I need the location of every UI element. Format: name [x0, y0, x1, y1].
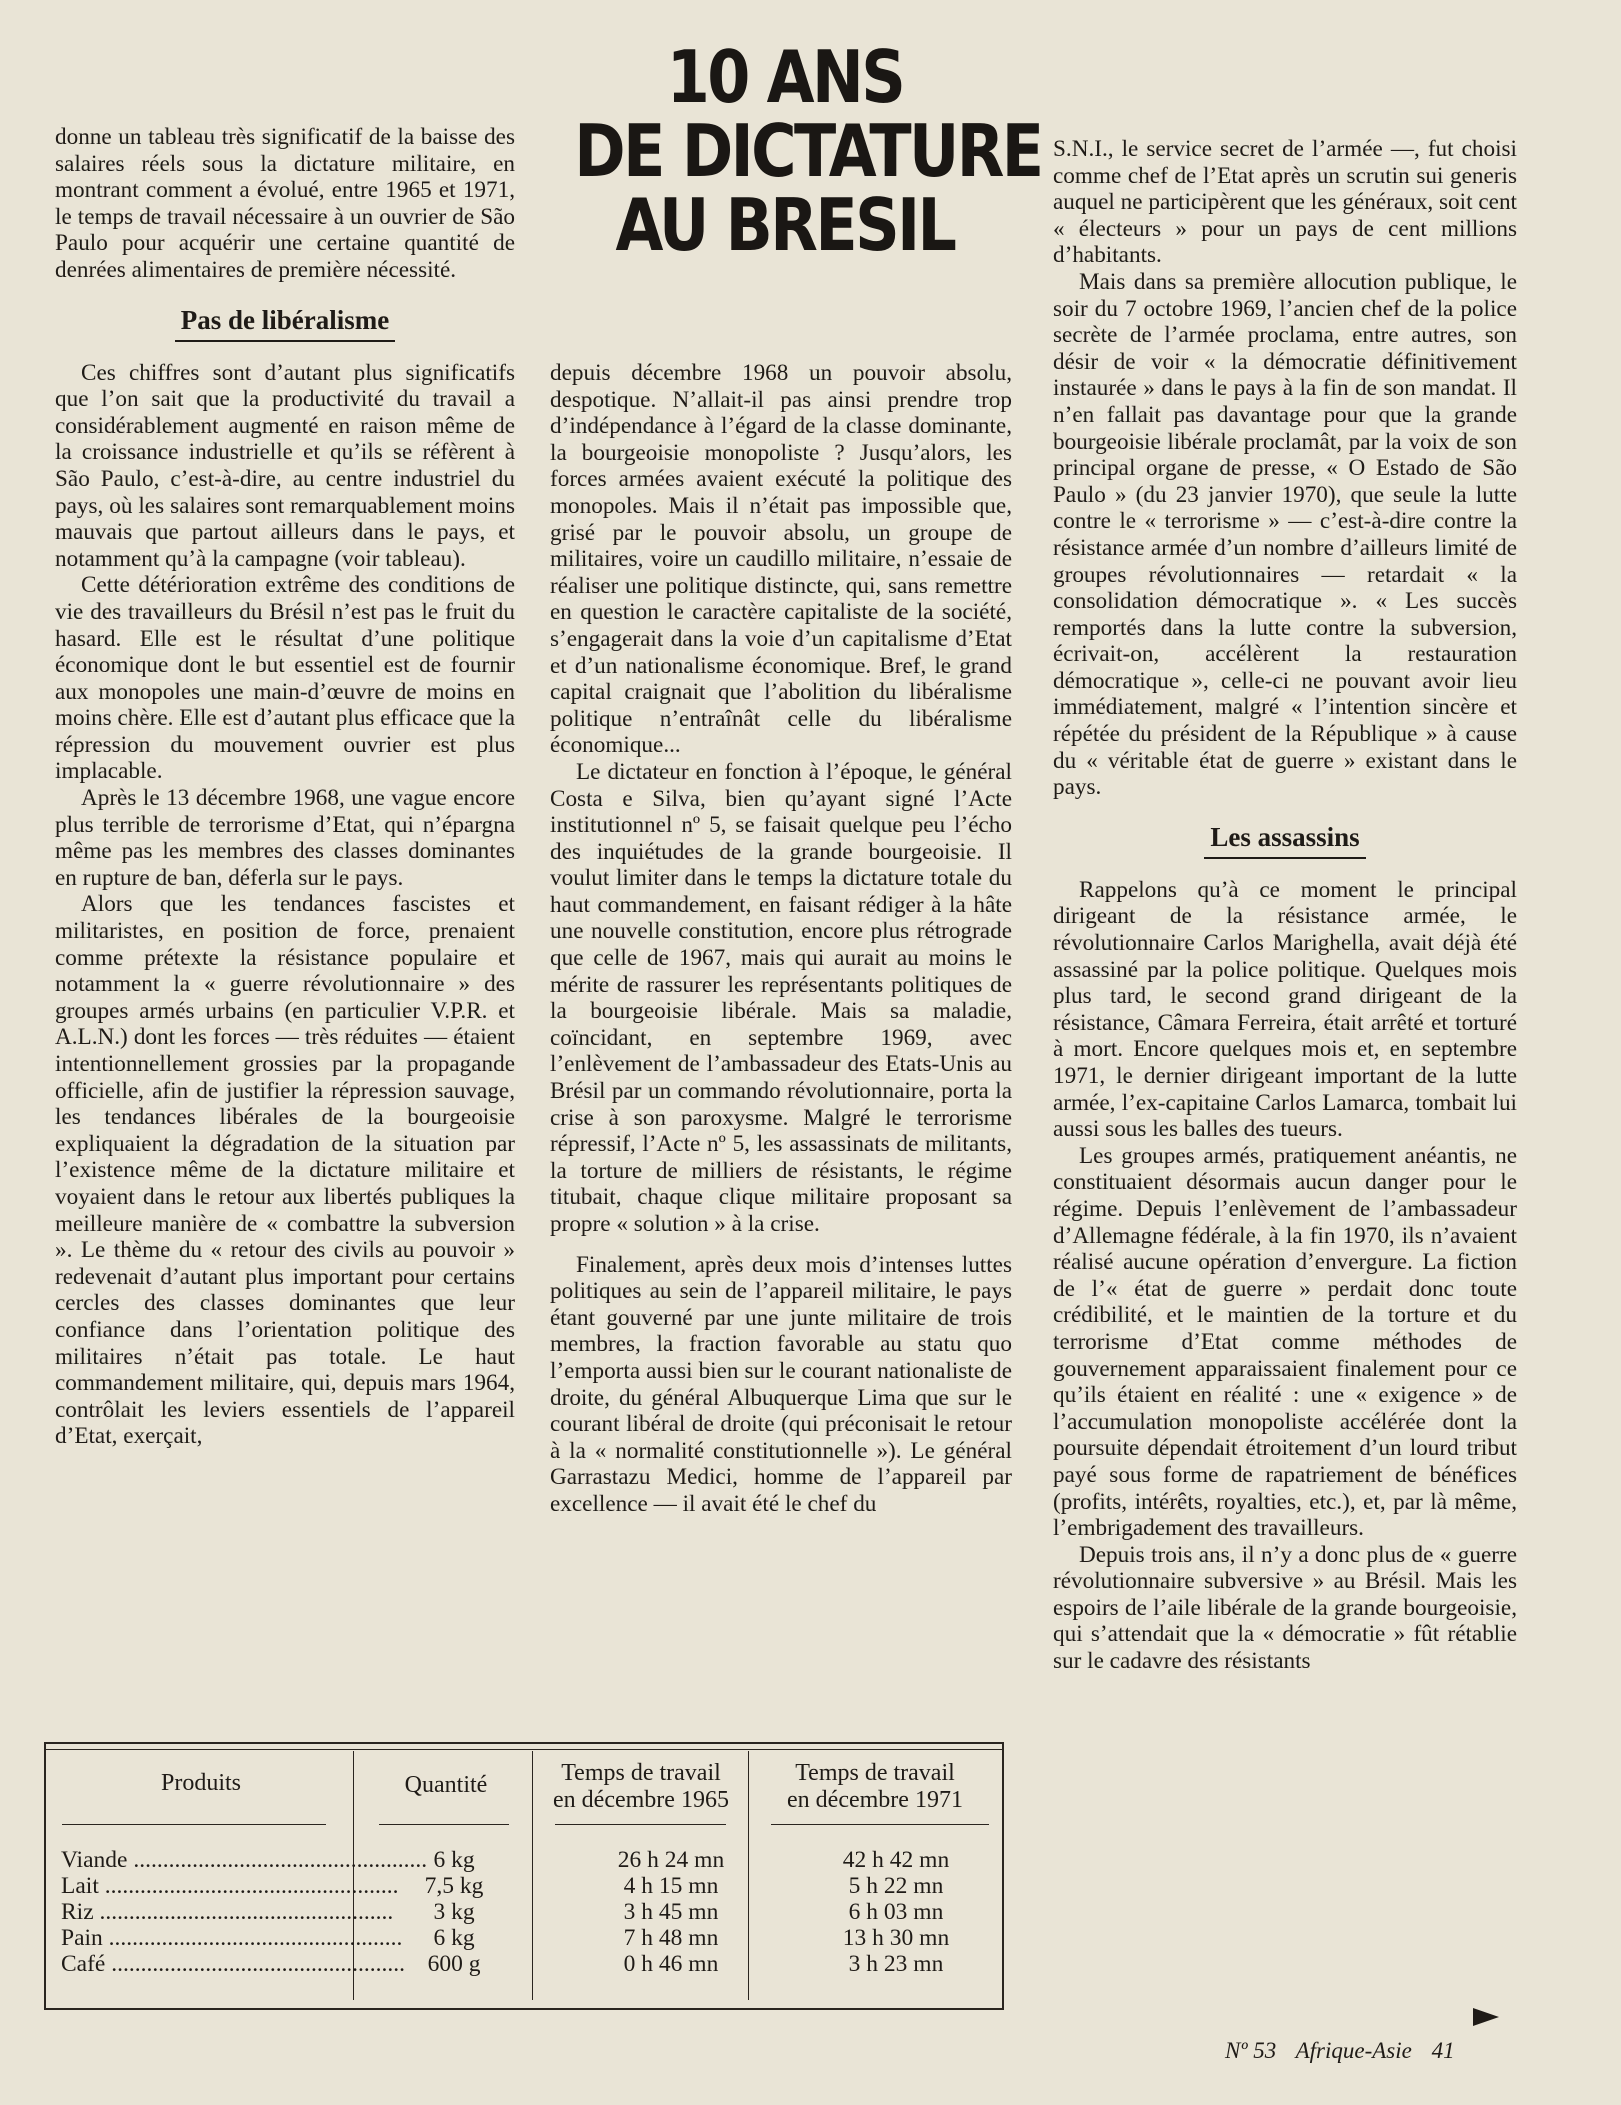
title-line-1: 10 ANS: [666, 35, 904, 119]
header-line: Temps de travail: [795, 1760, 955, 1786]
paragraph: Cette détérioration extrême des conditions de vie des travailleurs du Brésil n’est pas le fruit du hasard. Elle est le résultat d’une politique économique dont le but essentiel est de fournir aux monopoles une main-d’œuvre de moins en moins chère. Elle est d’autant plus efficace que la répression du mouvement ouvrier est plus implacable.: [55, 572, 515, 785]
header-rule: [62, 1824, 326, 1825]
paragraph: Alors que les tendances fascistes et militaristes, en position de force, prenaient comme prétexte la résistance populaire et notamment la « guerre révolutionnaire » des groupes armés urbains (en particulier V.P.R. et A.L.N.) dont les forces — très réduites — étaient intentionnellement grossies par la propagande officielle, afin de justifier la répression sauvage, les tendances libérales de la bourgeoisie expliquaient la dégradation de la situation par l’existence même de la dictature militaire et voyaient dans le retour aux libertés publiques la meilleure manière de « combattre la subversion ». Le thème du « retour des civils au pouvoir » redevenait d’autant plus important pour certains cercles des classes dominantes que leur confiance dans l’orientation politique des militaires n’était pas totale. Le haut commandement militaire, qui, depuis mars 1964, contrôlait les leviers essentiels de l’appareil d’Etat, exerçait,: [55, 891, 515, 1450]
header-rule: [771, 1824, 989, 1825]
cell-1965: 4 h 15 mn: [623, 1873, 719, 1899]
column-header-1965: [534, 1760, 748, 1814]
cell-produit: Riz ..................................................: [61, 1899, 394, 1925]
column-1: [55, 124, 515, 1450]
issue-number: Nº 53: [1225, 2038, 1277, 2063]
page-number: 41: [1431, 2038, 1455, 2063]
cell-quantite: 3 kg: [433, 1899, 475, 1925]
header-line: en décembre 1971: [787, 1787, 963, 1813]
subheading: [1053, 821, 1517, 859]
cell-produit: Café ..................................................: [61, 1951, 405, 1977]
column-header-produits: Produits: [160, 1770, 241, 1796]
cell-1971: 5 h 22 mn: [848, 1873, 944, 1899]
cell-1965: 0 h 46 mn: [623, 1951, 719, 1977]
table-row: [46, 1873, 1002, 1899]
magazine-name: Afrique-Asie: [1295, 2038, 1412, 2063]
cell-quantite: 7,5 kg: [424, 1873, 484, 1899]
subheading-text: Pas de libéralisme: [175, 304, 395, 342]
cell-1971: 6 h 03 mn: [848, 1899, 944, 1925]
column-2: [550, 360, 1012, 1518]
column-header-1971: [750, 1760, 1000, 1814]
paragraph: Le dictateur en fonction à l’époque, le général Costa e Silva, bien qu’ayant signé l’Acte institutionnel nº 5, se faisait quelque peu l’écho des inquiétudes de la grande bourgeoisie. Il voulut limiter dans le temps la dictature totale du haut commandement, en faisant rédiger à la hâte une nouvelle constitution, encore plus rétrograde que celle de 1967, mais qui aurait au moins le mérite de rassurer les représentants politiques de la bourgeoisie libérale. Mais sa maladie, coïncidant, en septembre 1969, avec l’enlèvement de l’ambassadeur des Etats-Unis au Brésil par un commando révolutionnaire, porta la crise à son paroxysme. Malgré le terrorisme répressif, l’Acte nº 5, les assassinats de militants, la torture de milliers de résistants, le régime titubait, chaque clique militaire proposant sa propre « solution » à la crise.: [550, 758, 1012, 1237]
paragraph: Après le 13 décembre 1968, une vague encore plus terrible de terrorisme d’Etat, qui n’épargna même pas les membres des classes dominantes en rupture de ban, déferla sur le pays.: [55, 785, 515, 891]
header-rule: [379, 1824, 509, 1825]
cell-1965: 26 h 24 mn: [617, 1847, 725, 1873]
paragraph: Mais dans sa première allocution publique, le soir du 7 octobre 1969, l’ancien chef de la police secrète de l’armée proclama, entre autres, son désir de voir « la démocratie définitivement instaurée » dans le pays à la fin de son mandat. Il n’en fallait pas davantage pour que la grande bourgeoisie libérale proclamât, par la voix de son principal organe de presse, « O Estado de São Paulo » (du 23 janvier 1970), que seule la lutte contre le « terrorisme » — c’est-à-dire contre la résistance armée d’un nombre d’ailleurs limité de groupes révolutionnaires — retardait « la consolidation démocratique ». « Les succès remportés dans la lutte contre la subversion, écrivait-on, accélèrent la restauration démocratique », celle-ci ne pouvant avoir lieu immédiatement, malgré « l’intention sincère et répétée du président de la République » à cause du « véritable état de guerre » existant dans le pays.: [1053, 268, 1517, 801]
header-rule: [555, 1824, 726, 1825]
cell-produit: Lait ..................................................: [61, 1873, 399, 1899]
page-footer: [1225, 2038, 1469, 2064]
title-line-3: AU BRESIL: [615, 183, 955, 267]
table-row: [46, 1899, 1002, 1925]
title-line-2: DE DICTATURE: [574, 109, 1042, 193]
table-row: [46, 1925, 1002, 1951]
paragraph: Depuis trois ans, il n’y a donc plus de « guerre révolutionnaire subversive » au Brésil. Mais les espoirs de l’aile libérale de la grande bourgeoisie, qui s’attendait que la « démocratie » fût rétablie sur le cadavre des résistants: [1053, 1541, 1517, 1675]
paragraph: Finalement, après deux mois d’intenses luttes politiques au sein de l’appareil militaire, le pays étant gouverné par une junte militaire de trois membres, la fraction favorable au statu quo l’emporta aussi bien sur le courant nationaliste de droite, du général Albuquerque Lima que sur le courant libéral de droite (qui préconisait le retour à la « normalité constitutionnelle »). Le général Garrastazu Medici, homme de l’appareil par excellence — il avait été le chef du: [550, 1251, 1012, 1517]
subheading: [55, 304, 515, 342]
cell-produit: Pain ..................................................: [61, 1925, 403, 1951]
cell-produit: Viande ..................................................: [61, 1847, 428, 1873]
table-rule: [46, 1749, 1002, 1750]
column-header-quantite: Quantité: [404, 1772, 488, 1798]
paragraph: donne un tableau très significatif de la baisse des salaires réels sous la dictature militaire, en montrant comment a évolué, entre 1965 et 1971, le temps de travail nécessaire à un ouvrier de São Paulo pour acquérir une certaine quantité de denrées alimentaires de première nécessité.: [55, 124, 515, 283]
article-title: [574, 35, 1042, 267]
table-body: [46, 1847, 1002, 1977]
header-line: Temps de travail: [561, 1760, 721, 1786]
continued-arrow-icon: [1473, 2008, 1499, 2026]
paragraph: depuis décembre 1968 un pouvoir absolu, despotique. N’allait-il pas ainsi prendre trop d’indépendance à l’égard de la classe dominante, la bourgeoisie monopoliste ? Jusqu’alors, les forces armées avaient exécuté la politique des monopoles. Mais il n’était pas impossible que, grisé par le pouvoir absolu, un groupe de militaires, voire un caudillo militaire, n’essaie de réaliser une politique distincte, qui, sans remettre en question le caractère capitaliste de la société, s’engagerait dans la voie d’un capitalisme d’Etat et d’un nationalisme économique. Bref, le grand capital craignait que l’abolition du libéralisme politique n’entraînât celle du libéralisme économique...: [550, 360, 1012, 759]
header-line: en décembre 1965: [553, 1787, 729, 1813]
cell-quantite: 6 kg: [433, 1925, 475, 1951]
table-row: [46, 1951, 1002, 1977]
table-row: [46, 1847, 1002, 1873]
cell-quantite: 6 kg: [433, 1847, 475, 1873]
cell-quantite: 600 g: [427, 1951, 481, 1977]
paragraph: S.N.I., le service secret de l’armée —, fut choisi comme chef de l’Etat après un scrutin sui generis auquel ne participèrent que les généraux, soit cent « électeurs » pour un pays de cent millions d’habitants.: [1053, 136, 1517, 269]
paragraph: Rappelons qu’à ce moment le principal dirigeant de la résistance armée, le révolutionnaire Carlos Marighella, avait déjà été assassiné par la police politique. Quelques mois plus tard, le second grand dirigeant de la résistance, Câmara Ferreira, était arrêté et torturé à mort. Encore quelques mois et, en septembre 1971, le dernier dirigeant important de la lutte armée, l’ex-capitaine Carlos Lamarca, tombait lui aussi sous les balles des tueurs.: [1053, 876, 1517, 1143]
subheading-text: Les assassins: [1204, 821, 1365, 859]
cell-1971: 42 h 42 mn: [842, 1847, 950, 1873]
data-table: [44, 1742, 1004, 2010]
paragraph: Ces chiffres sont d’autant plus significatifs que l’on sait que la productivité du travail a considérablement augmenté en raison même de la croissance industrielle et qu’ils se réfèrent à São Paulo, c’est-à-dire, au centre industriel du pays, où les salaires sont remarquablement moins mauvais que partout ailleurs dans le pays, et notamment qu’à la campagne (voir tableau).: [55, 359, 515, 572]
cell-1971: 3 h 23 mn: [848, 1951, 944, 1977]
column-3: [1053, 136, 1517, 1675]
paragraph: Les groupes armés, pratiquement anéantis, ne constituaient désormais aucun danger pour le régime. Depuis l’enlèvement de l’ambassadeur d’Allemagne fédérale, à la fin 1970, ils n’avaient réalisé aucune opération d’envergure. La fiction de l’« état de guerre » perdait donc toute crédibilité, et le maintien de la torture et du terrorisme d’Etat comme méthodes de gouvernement apparaissaient finalement pour ce qu’ils étaient en réalité : une « exigence » de l’accumulation monopoliste accélérée dont la poursuite dépendait étroitement d’un lourd tribut payé sous forme de rapatriement de bénéfices (profits, intérêts, royalties, etc.), et, par là même, l’embrigadement des travailleurs.: [1053, 1142, 1517, 1542]
cell-1971: 13 h 30 mn: [842, 1925, 950, 1951]
cell-1965: 3 h 45 mn: [623, 1899, 719, 1925]
cell-1965: 7 h 48 mn: [623, 1925, 719, 1951]
